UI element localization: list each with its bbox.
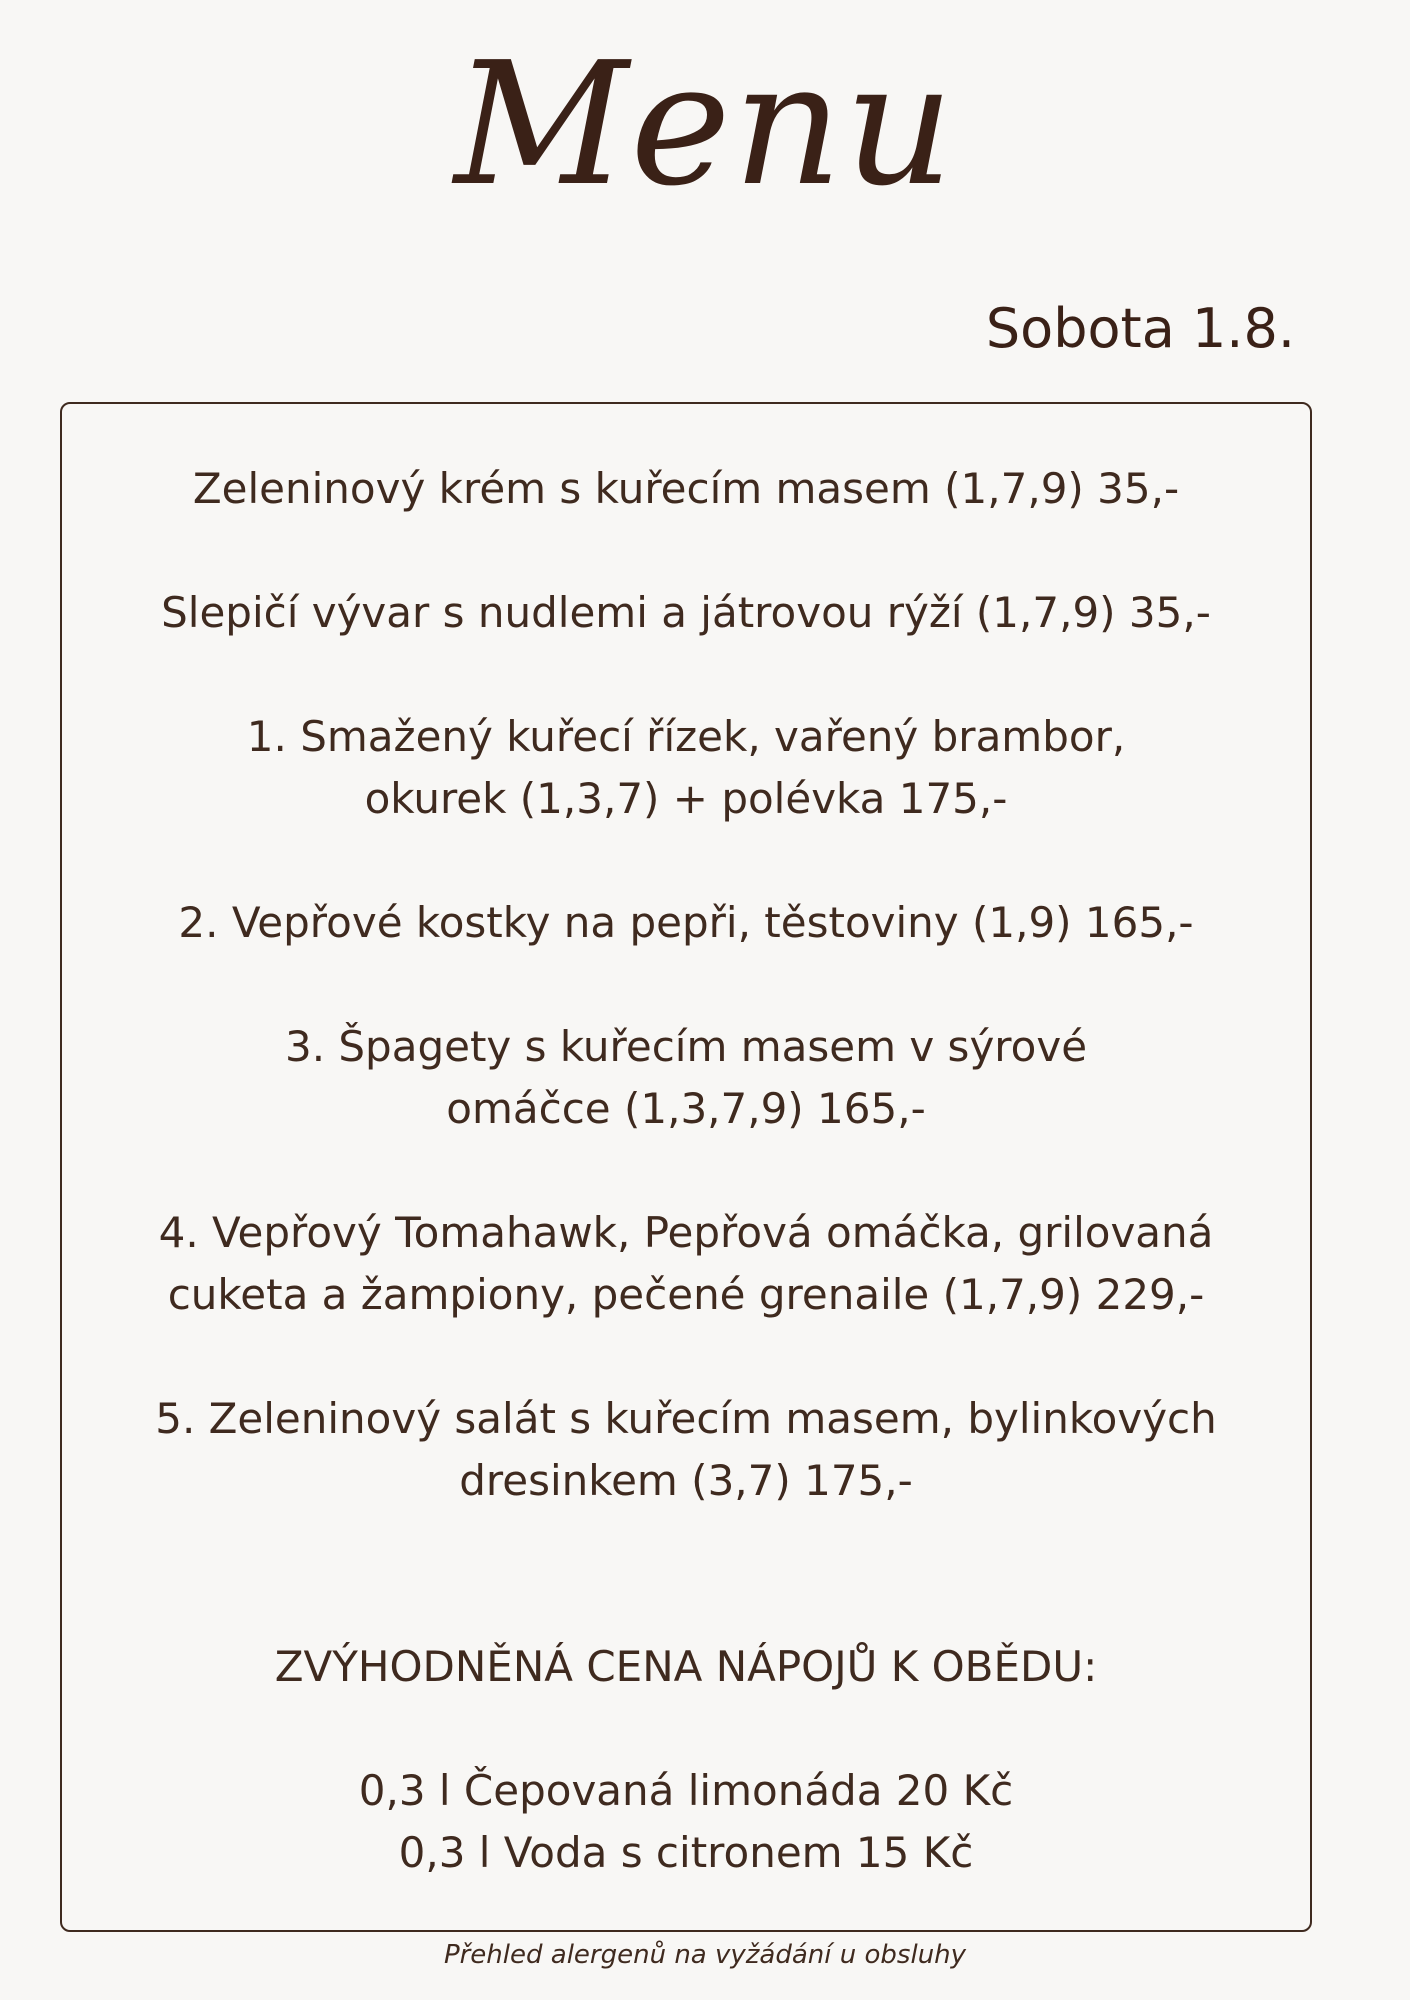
drinks-heading: ZVÝHODNĚNÁ CENA NÁPOJŮ K OBĚDU: xyxy=(274,1642,1098,1691)
drink-item: 0,3 l Voda s citronem 15 Kč xyxy=(398,1828,974,1877)
main-dish-item: 4. Vepřový Tomahawk, Pepřová omáčka, grilovaná xyxy=(158,1208,1214,1257)
main-dish-item: okurek (1,3,7) + polévka 175,- xyxy=(364,774,1008,823)
main-dish-item: cuketa a žampiony, pečené grenaile (1,7,9) 229,- xyxy=(167,1270,1205,1319)
menu-box xyxy=(60,402,1312,1932)
main-dish-item: omáčce (1,3,7,9) 165,- xyxy=(446,1084,926,1133)
menu-date: Sobota 1.8. xyxy=(985,297,1295,360)
main-dish-item: 3. Špagety s kuřecím masem v sýrové xyxy=(284,1022,1088,1071)
soup-item: Slepičí vývar s nudlemi a játrovou rýží (1,7,9) 35,- xyxy=(161,588,1211,637)
soup-item: Zeleninový krém s kuřecím masem (1,7,9) 35,- xyxy=(192,464,1180,513)
main-dish-item: 2. Vepřové kostky na pepři, těstoviny (1,9) 165,- xyxy=(178,898,1194,947)
main-dish-item: 5. Zeleninový salát s kuřecím masem, bylinkových xyxy=(155,1394,1217,1443)
allergen-note: Přehled alergenů na vyžádání u obsluhy xyxy=(443,1940,967,1970)
drink-item: 0,3 l Čepovaná limonáda 20 Kč xyxy=(358,1766,1014,1815)
main-dish-item: dresinkem (3,7) 175,- xyxy=(459,1456,913,1505)
main-dish-item: 1. Smažený kuřecí řízek, vařený brambor, xyxy=(246,712,1126,761)
menu-title: Menu xyxy=(454,26,956,224)
